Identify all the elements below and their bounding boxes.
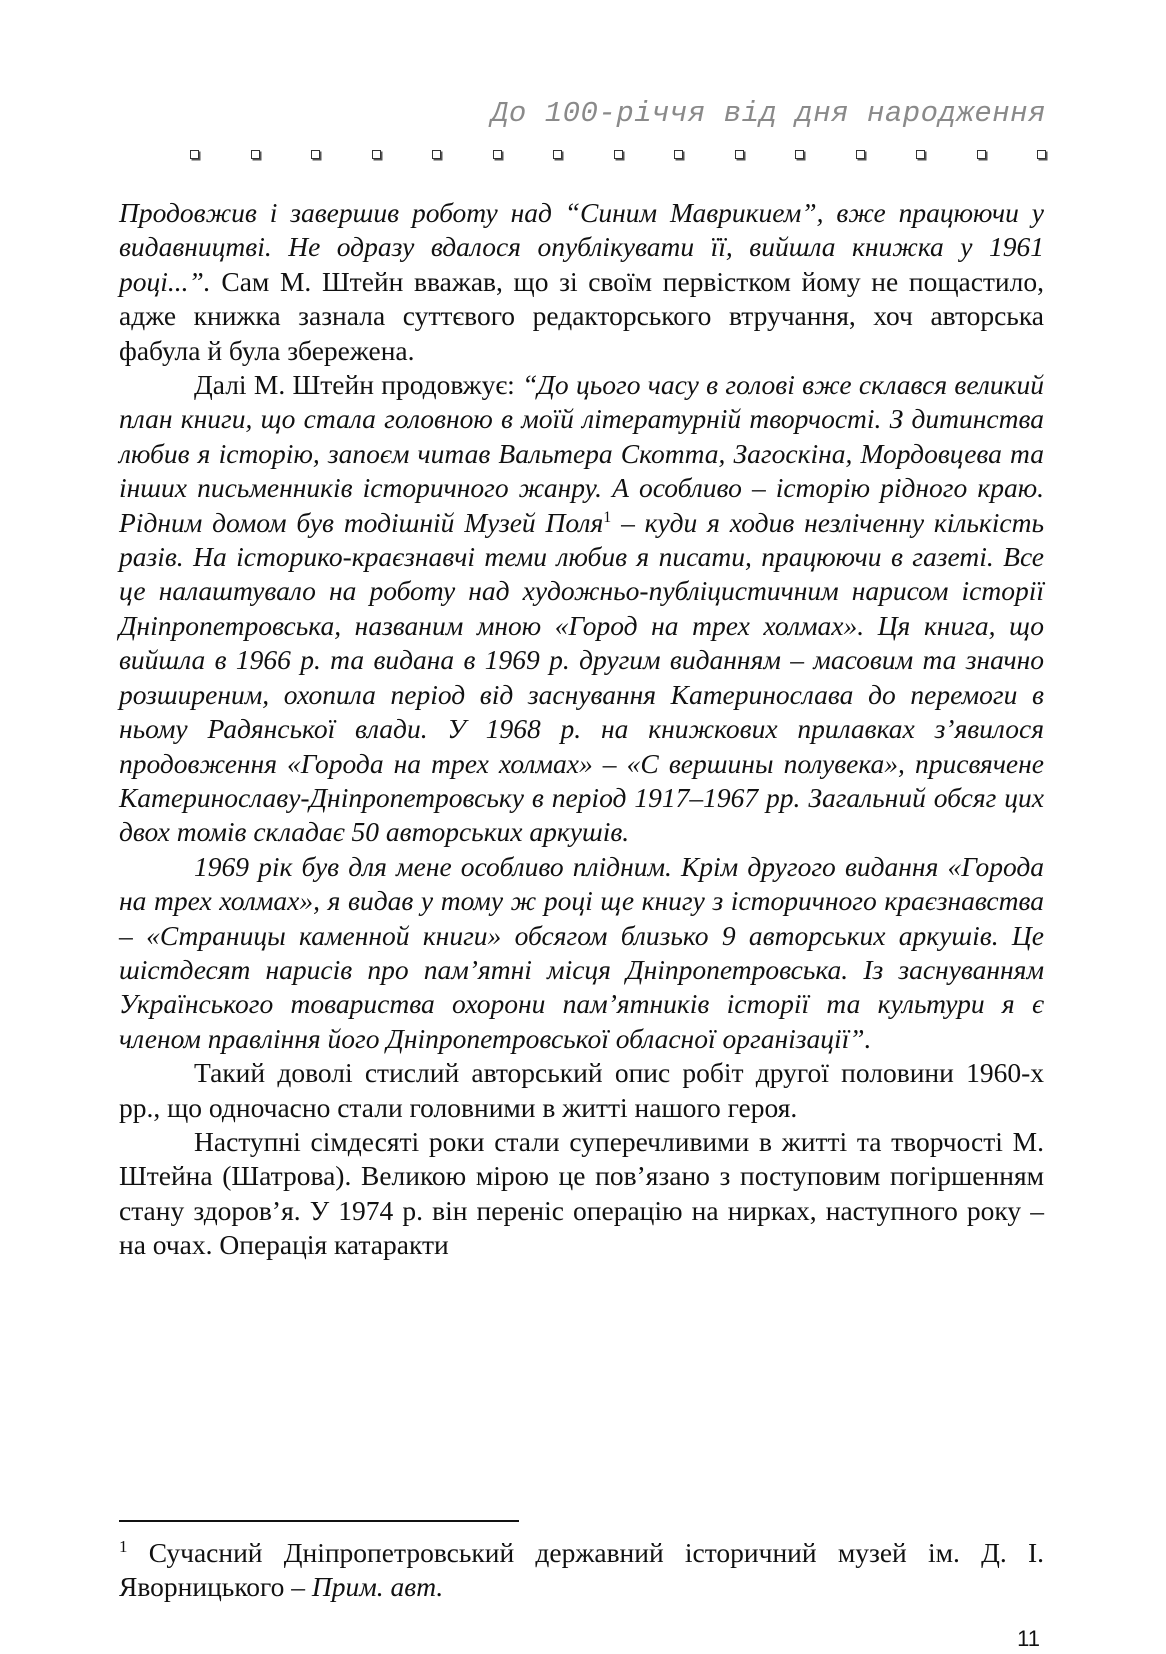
square-bullet-icon — [493, 150, 502, 159]
page-number: 11 — [1017, 1626, 1040, 1651]
footnote — [119, 1536, 1044, 1604]
paragraph-1 — [119, 196, 1044, 368]
square-bullet-icon — [432, 150, 441, 159]
footnote-text: Сучасний Дніпропетровський державний історичний музей ім. Д. І. Яворницького – — [119, 1537, 1044, 1602]
square-bullet-icon — [1037, 150, 1046, 159]
footnote-ref: 1 — [603, 508, 612, 526]
square-bullet-icon — [311, 150, 320, 159]
paragraph-4: Такий доволі стислий авторський опис робіт другої половини 1960-х рр., що одночасно стали головними в житті нашого героя. — [119, 1057, 1044, 1123]
square-bullet-icon — [916, 150, 925, 159]
body-text: Сам М. Штейн вважав, що зі своїм первістком йому не пощастило, адже книжка зазнала суттєвого редакторського втручання, хоч авторська фабула й була збережена. — [119, 265, 1044, 366]
quote-text: Продовжив і завершив роботу над “Синим Маврикием”, вже працюючи у видавництві. Не одразу вдалося опублікувати її, вийшла книжка у 1961 році...”. — [119, 197, 1044, 297]
square-bullet-icon — [735, 150, 744, 159]
footnote-marker: 1 — [119, 1536, 128, 1556]
square-bullet-icon — [190, 150, 199, 159]
paragraph-5: Наступні сімдесяті роки стали суперечливими в житті та творчості М. Штейна (Шатрова). Великою мірою це пов’язано з поступовим погіршенням стану здоров’я. У 1974 р. він переніс операцію на нирках, наступного року – на очах. Операція катаракти — [119, 1125, 1044, 1261]
paragraph-2 — [119, 368, 1044, 850]
main-text — [119, 196, 1044, 1263]
quote-text: “До цього часу в голові вже склався великий план книги, що стала головною в моїй літературній творчості. З дитинства любив я історію, запоєм читав Вальтера Скотта, Загоскіна, Мордовцева та інших письменників історичного жанру. А особливо – історію рідного краю. Рідним домом був тодішній Музей Поля — [119, 369, 1044, 538]
quote-text: – куди я ходив незліченну кількість разів. На історико-краєзнавчі теми любив я писати, працюючи в газеті. Все це налаштувало на роботу над художньо-публіцистичним нарисом історії Дніпропетровська, названим мною «Город на трех холмах». Ця книга, що вийшла в 1966 р. та видана в 1969 р. другим виданням – масовим та значно розширеним, охопила період від заснування Катеринослава до перемоги в ньому Радянської влади. У 1968 р. на книжкових прилавках з’явилося продовження «Города на трех холмах» – «С вершины полувека», присвячене Катеринославу-Дніпропетровську в період 1917–1967 рр. Загальний обсяг цих двох томів складає 50 авторських аркушів. — [119, 506, 1045, 848]
decorative-marks-row — [190, 150, 1046, 159]
square-bullet-icon — [251, 150, 260, 159]
square-bullet-icon — [614, 150, 623, 159]
square-bullet-icon — [674, 150, 683, 159]
square-bullet-icon — [795, 150, 804, 159]
paragraph-3: 1969 рік був для мене особливо плідним. Крім другого видання «Города на трех холмах», я видав у тому ж році ще книгу з історичного краєзнавства – «Страницы каменной книги» обсягом близько 9 авторських аркушів. Це шістдесят нарисів про пам’ятні місця Дніпропетровська. Із заснуванням Українського товариства охорони пам’ятників історії та культури я є членом правління його Дніпропетровської обласної організації”. — [119, 850, 1044, 1054]
footnote-divider — [119, 1520, 519, 1522]
square-bullet-icon — [856, 150, 865, 159]
square-bullet-icon — [977, 150, 986, 159]
body-text: Далі М. Штейн продовжує: — [194, 369, 523, 401]
square-bullet-icon — [553, 150, 562, 159]
footnote-note: Прим. авт. — [311, 1571, 444, 1602]
square-bullet-icon — [372, 150, 381, 159]
running-header: До 100-річчя від дня народження — [491, 97, 1046, 130]
